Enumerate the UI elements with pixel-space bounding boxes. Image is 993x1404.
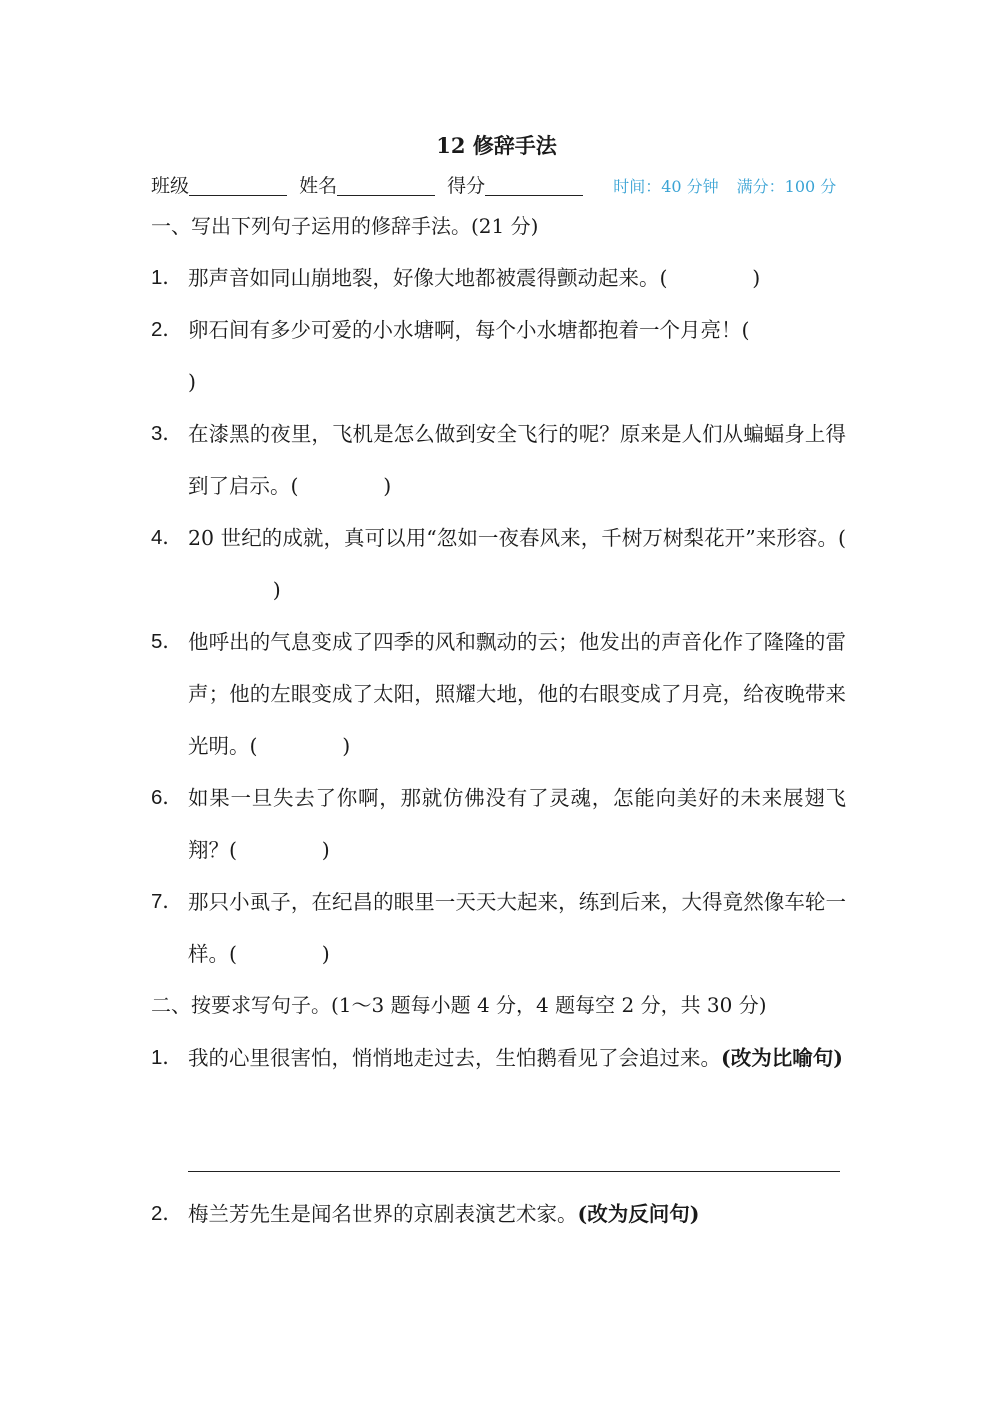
question-instruction: (改为比喻句)	[721, 1046, 843, 1070]
question-1-6	[151, 772, 846, 876]
question-number: 6．	[151, 786, 183, 809]
question-text: 卵石间有多少可爱的小水塘啊，每个小水塘都抱着一个月亮！(	[188, 318, 750, 342]
question-text: 那只小虱子，在纪昌的眼里一天天大起来，练到后来，大得竟然像车轮一样。(	[188, 890, 846, 966]
answer-line[interactable]	[188, 1171, 840, 1172]
question-number: 5．	[151, 630, 183, 653]
answer-paren-close: )	[321, 942, 330, 966]
question-number: 4．	[151, 526, 183, 549]
question-number: 1．	[151, 1046, 183, 1069]
answer-paren-close: )	[342, 734, 351, 758]
question-number: 2．	[151, 1202, 183, 1225]
full-score: 满分：100 分	[736, 177, 837, 196]
question-text: 20 世纪的成就，真可以用“忽如一夜春风来，千树万树梨花开”来形容。(	[188, 526, 846, 550]
question-text: 他呼出的气息变成了四季的风和飘动的云；他发出的声音化作了隆隆的雷声；他的左眼变成了太阳，照耀大地，他的右眼变成了月亮，给夜晚带来光明。(	[188, 630, 846, 758]
question-instruction: (改为反问句)	[577, 1202, 700, 1226]
section-two-heading	[151, 990, 767, 1020]
question-1-1	[151, 252, 846, 304]
score-blank[interactable]	[485, 175, 583, 196]
question-text: 我的心里很害怕，悄悄地走过去，生怕鹅看见了会追过来。	[188, 1046, 721, 1070]
question-2-1	[151, 1032, 846, 1084]
question-number: 1．	[151, 266, 183, 289]
name-blank[interactable]	[337, 175, 435, 196]
time-limit: 时间：40 分钟	[613, 177, 719, 196]
question-text: 那声音如同山崩地裂，好像大地都被震得颤动起来。(	[188, 266, 668, 290]
page-title: 12 修辞手法	[436, 133, 557, 158]
section-one-heading: 一、写出下列句子运用的修辞手法。(21 分)	[151, 214, 539, 238]
answer-paren-close: )	[752, 266, 761, 290]
answer-paren-close: )	[188, 370, 196, 394]
class-label: 班级	[151, 175, 190, 197]
question-1-7	[151, 876, 846, 980]
question-2-2	[151, 1188, 846, 1240]
class-blank[interactable]	[189, 175, 287, 196]
section-two-title: 二、按要求写句子。	[151, 993, 331, 1017]
question-text: 在漆黑的夜里，飞机是怎么做到安全飞行的呢？原来是人们从蝙蝠身上得到了启示。(	[188, 422, 846, 498]
question-1-3	[151, 408, 846, 512]
question-text: 梅兰芳先生是闻名世界的京剧表演艺术家。	[188, 1202, 578, 1226]
answer-paren-close: )	[272, 578, 281, 602]
question-1-2	[151, 304, 846, 408]
question-number: 2．	[151, 318, 183, 341]
question-number: 7．	[151, 890, 183, 913]
score-label: 得分	[447, 175, 486, 197]
question-number: 3．	[151, 422, 183, 445]
answer-paren-close: )	[383, 474, 392, 498]
section-two-scoring: (1～3 题每小题 4 分，4 题每空 2 分，共 30 分)	[331, 993, 767, 1017]
question-text: 如果一旦失去了你啊，那就仿佛没有了灵魂，怎能向美好的未来展翅飞翔？(	[188, 786, 846, 862]
student-info-row	[151, 172, 836, 200]
question-1-4	[151, 512, 846, 616]
name-label: 姓名	[299, 175, 338, 197]
answer-paren-close: )	[321, 838, 330, 862]
question-1-5	[151, 616, 846, 772]
